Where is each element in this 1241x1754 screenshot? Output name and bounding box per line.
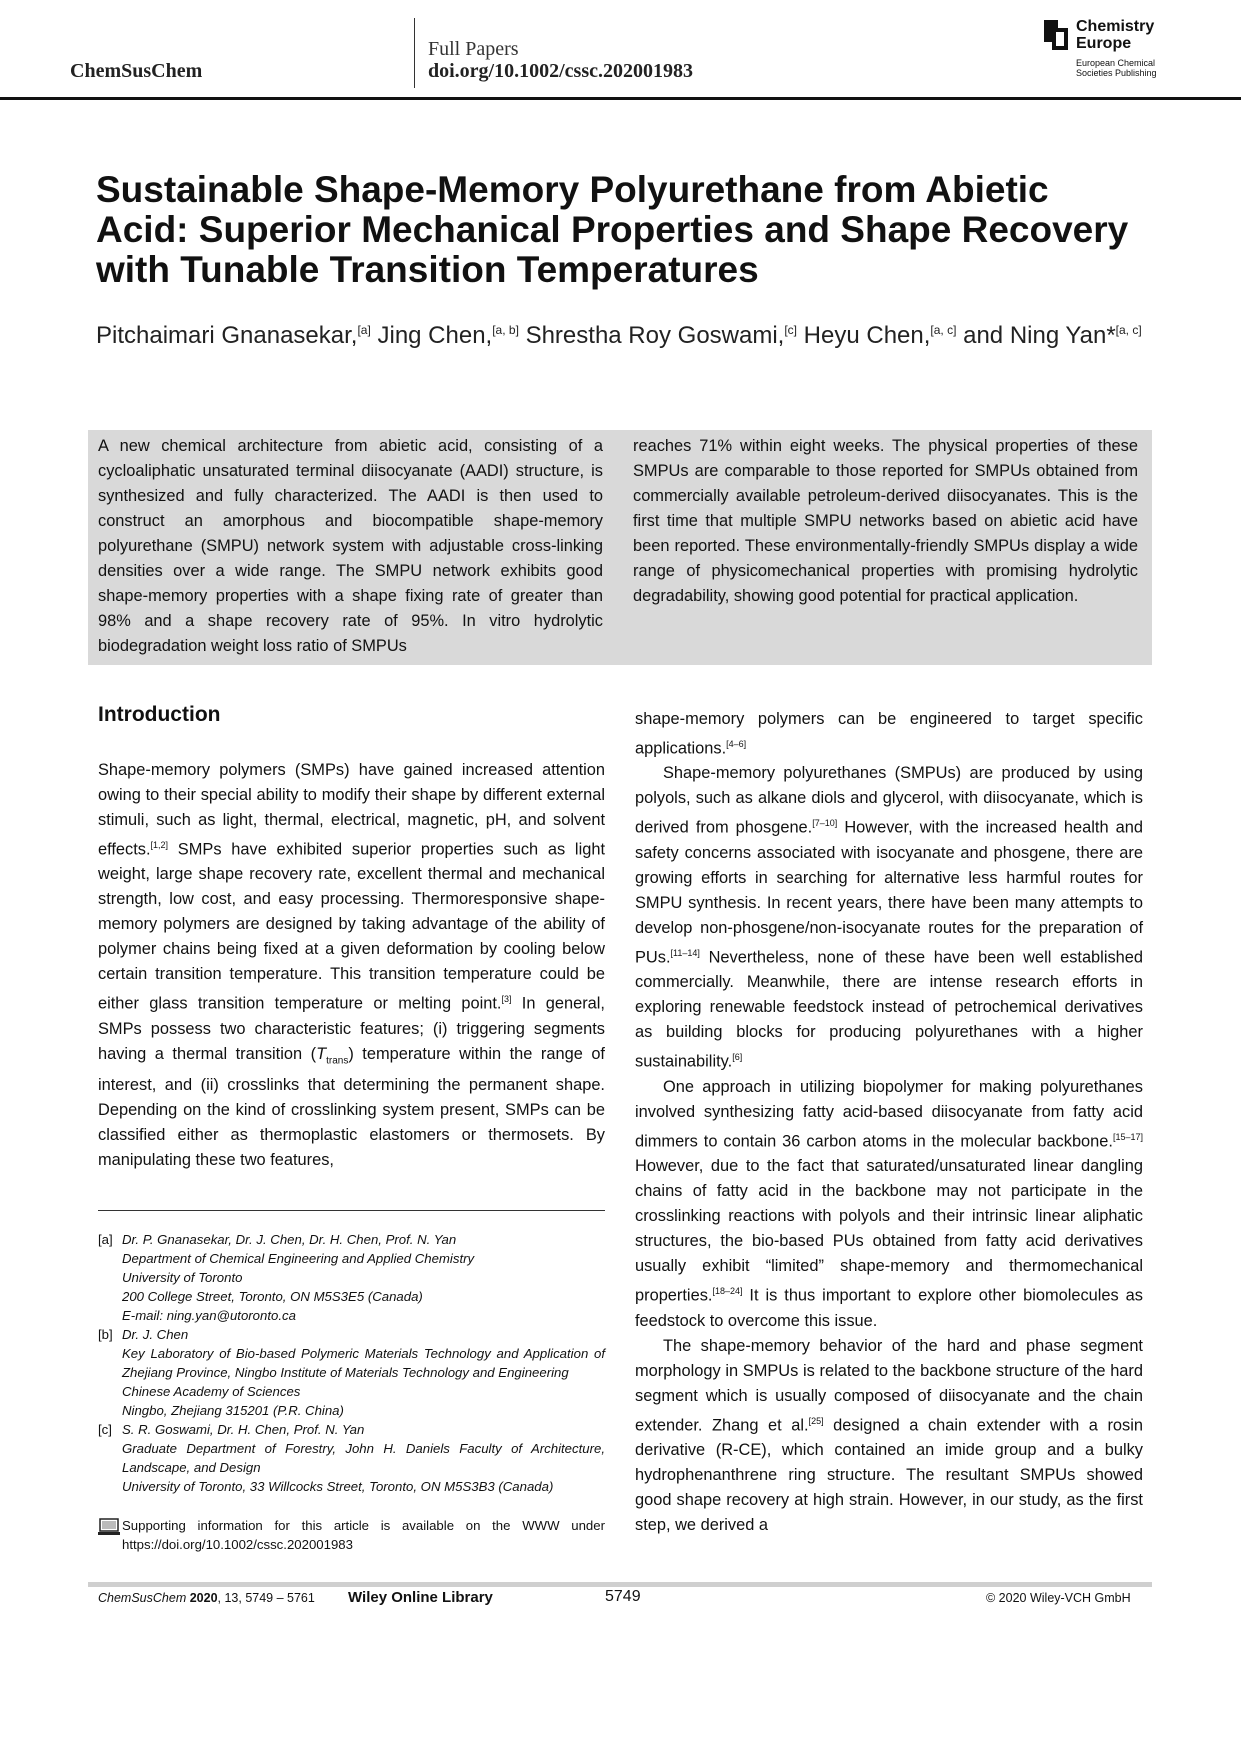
body-right-column (635, 707, 1143, 1538)
computer-icon (98, 1518, 120, 1536)
citation[interactable]: [1,2] (150, 840, 169, 850)
abstract-box (88, 430, 1152, 665)
section-label: Full Papers (428, 38, 519, 60)
author-affiliation: [c] (784, 323, 798, 337)
author-affiliation: [a, c] (930, 323, 957, 337)
copyright: © 2020 Wiley-VCH GmbH (986, 1591, 1131, 1605)
paragraph: Shape-memory polymers (SMPs) have gained increased attention owing to their special ability to modify their shape by different external stimuli, such as light, thermal, electrical, magnetic, pH, and solvent effects.[1,2] SMPs have exhibited superior properties such as light weight, large shape recovery rate, excellent thermal and mechanical strength, low cost, and easy processing. Thermoresponsive shape-memory polymers are designed by taking advantage of the ability of polymer chains being fixed at a given deformation by cooling below certain transition temperature. This transition temperature could be either glass transition temperature or melting point.[3] In general, SMPs possess two characteristic features; (i) triggering segments having a thermal transition $(T_{trans})$ temperature within the range of interest, and (ii) crosslinks that determining the permanent shape. Depending on the kind of crosslinking system present, SMPs can be classified either as thermoplastic elastomers or thermosets. By manipulating these two features, (98, 761, 605, 1170)
wiley-online-library-link[interactable]: Wiley Online Library (348, 1589, 493, 1606)
affiliation-c: [c] S. R. Goswami, Dr. H. Chen, Prof. N. Yan Graduate Department of Forestry, John H. Daniels Faculty of Architecture, Landscape, and Design University of Toronto, 33 Willcocks Street, Toronto, ON M5S3B3 (Canada) (98, 1422, 605, 1494)
author-list (96, 314, 1156, 352)
author-name: Heyu Chen, (797, 322, 931, 349)
logo-subtitle: European Chemical Societies Publishing (1076, 58, 1157, 78)
affiliation-b: [b] Dr. J. Chen Key Laboratory of Bio-based Polymeric Materials Technology and Application of Zhejiang Province, Ningbo Institute of Materials Technology and Engineering Chinese Academy of Sciences Ningbo, Zhejiang 315201 (P.R. China) (98, 1327, 605, 1418)
author-name: Shrestha Roy Goswami, (518, 322, 785, 349)
citation[interactable]: [25] (808, 1415, 824, 1426)
abstract-left-column: A new chemical architecture from abietic acid, consisting of a cycloaliphatic unsaturated terminal diisocyanate (AADI) structure, is synthesized and fully characterized. The AADI is then used to construct an amorphous and biocompatible shape-memory polyurethane (SMPU) network system with adjustable cross-linking densities over a wide range. The SMPU network exhibits good shape-memory properties with a shape fixing rate of greater than 98% and a shape recovery rate of 95%. In vitro hydrolytic biodegradation weight loss ratio of SMPUs (98, 437, 603, 655)
author-name: Jing Chen, (370, 322, 493, 349)
chemistry-europe-logo[interactable] (1044, 18, 1204, 82)
logo-mark-icon (1044, 20, 1070, 50)
logo-title: Chemistry Europe (1076, 18, 1155, 52)
section-heading-introduction: Introduction (98, 703, 221, 726)
paragraph: One approach in utilizing biopolymer for making polyurethanes involved synthesizing fatty acid-based diisocyanate from fatty acid dimmers to contain 36 carbon atoms in the molecular backbone.[15–17] However, due to the fact that saturated/unsaturated linear dangling chains of fatty acid in the backbone may not participate in the crosslinking reactions with polyols and their intrinsic linear aliphatic structures, the bio-based PUs obtained from fatty acid derivatives usually exhibit “limited” shape-memory and thermomechanical properties.[18–24] It is thus important to explore other biomolecules as feedstock to overcome this issue. (635, 1077, 1143, 1330)
header-rule (0, 97, 1241, 100)
citation[interactable]: [6] (732, 1052, 743, 1063)
citation[interactable]: [7–10] (812, 818, 838, 829)
header-divider (414, 18, 415, 88)
doi-link[interactable]: doi.org/10.1002/cssc.202001983 (428, 60, 693, 82)
page-number: 5749 (605, 1588, 641, 1605)
article-title: Sustainable Shape-Memory Polyurethane from Abietic Acid: Superior Mechanical Properties and Shape Recovery with Tunable Transition Temperatures (96, 169, 1129, 290)
footer-rule (88, 1582, 1152, 1587)
email-link[interactable]: E-mail: ning.yan@utoronto.ca (122, 1308, 296, 1323)
body-left-column (98, 758, 605, 1173)
supporting-info-text[interactable]: Supporting information for this article is available on the WWW under https://doi.org/10.1002/cssc.202001983 (122, 1518, 605, 1552)
citation[interactable]: [3] (501, 994, 512, 1005)
journal-name: ChemSusChem (70, 60, 203, 82)
citation[interactable]: [18–24] (712, 1286, 743, 1297)
author-affiliation: [a] (357, 323, 371, 337)
author-affiliation: [a, c] (1115, 323, 1142, 337)
paragraph: The shape-memory behavior of the hard and phase segment morphology in SMPUs is related to the backbone structure of the hard segment which is usually composed of diisocyanate and the chain extender. Zhang et al.[25] designed a chain extender with a rosin derivative (R-CE), which contained an imide group and a bulky hydrophenanthrene ring structure. The resultant SMPUs showed good shape recovery at high strain. However, in our study, as the first step, we derived a (635, 1336, 1143, 1535)
author-affiliation: [a, b] (492, 323, 519, 337)
citation[interactable]: [4–6] (726, 739, 747, 749)
citation[interactable]: [11–14] (670, 947, 700, 958)
author-name: and Ning Yan* (956, 322, 1116, 349)
footnote-rule (98, 1210, 605, 1211)
paragraph: shape-memory polymers can be engineered to target specific applications.[4–6] (635, 710, 1143, 758)
author-name: Pitchaimari Gnanasekar, (96, 322, 358, 349)
paragraph: Shape-memory polyurethanes (SMPUs) are produced by using polyols, such as alkane diols and glycerol, with diisocyanate, which is derived from phosgene.[7–10] However, with the increased health and safety concerns associated with isocyanate and phosgene, there are growing efforts in searching for alternative less harmful routes for SMPU synthesis. In recent years, there have been many attempts to develop non-phosgene/non-isocyanate routes for the preparation of PUs.[11–14] Nevertheless, none of these have been well established commercially. Meanwhile, there are intense research efforts in exploring renewable feedstock instead of petrochemical derivatives as building blocks for producing polyurethanes with a higher sustainability.[6] (635, 764, 1143, 1071)
affiliations (98, 1230, 605, 1496)
affiliation-a: [a] Dr. P. Gnanasekar, Dr. J. Chen, Dr. H. Chen, Prof. N. Yan Department of Chemical Engineering and Applied Chemistry University of Toronto 200 College Street, Toronto, ON M5S3E5 (Canada) E-mail: ning.yan@utoronto.ca (98, 1230, 605, 1325)
citation[interactable]: [15–17] (1112, 1131, 1143, 1142)
abstract-right-column: reaches 71% within eight weeks. The physical properties of these SMPUs are comparable to those reported for SMPUs obtained from commercially available petroleum-derived diisocyanates. This is the first time that multiple SMPU networks based on abietic acid have been reported. These environmentally-friendly SMPUs display a wide range of physicomechanical properties with promising hydrolytic degradability, showing good potential for practical application. (633, 437, 1138, 605)
citation-line: ChemSusChem 2020, 13, 5749 – 5761 (98, 1591, 315, 1605)
